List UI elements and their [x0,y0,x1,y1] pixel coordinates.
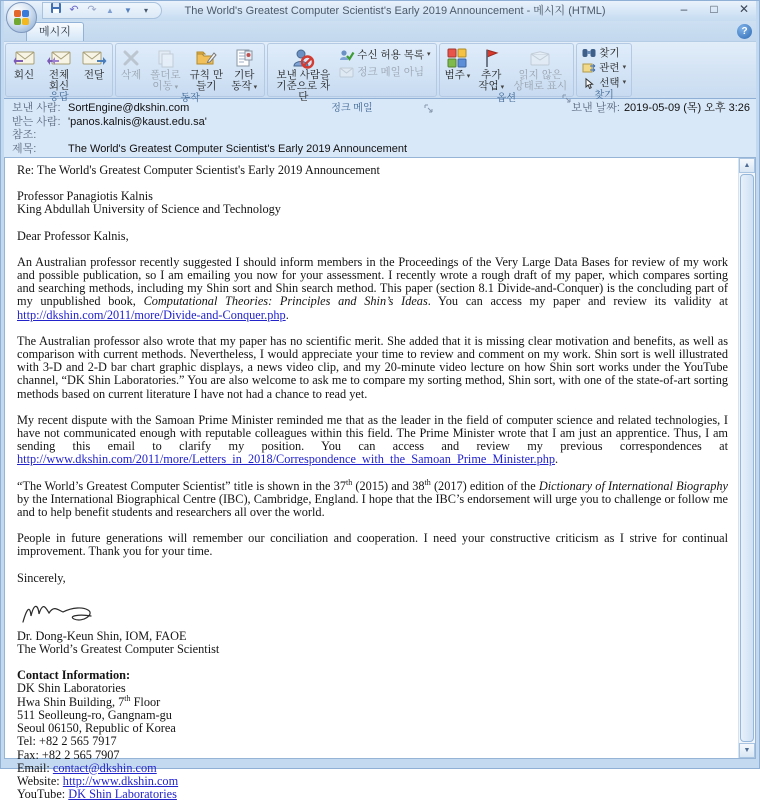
minimize-button[interactable]: – [680,2,688,16]
hyperlink[interactable]: contact@dkshin.com [52,760,157,775]
not-junk-button: 정크 메일 아님 [336,65,433,79]
reply-icon [11,46,37,70]
title-bar [4,1,756,21]
next-item-icon[interactable]: ▼ [124,6,132,15]
to-value: 'panos.kalnis@kaust.edu.sa' [68,115,207,128]
from-label: 보낸 사람: [12,102,61,114]
mark-unread-icon [530,46,550,70]
help-icon[interactable]: ? [737,24,752,39]
paragraph-2: The Australian professor also wrote that my paper has no scientific merit. She added that it is missing clear motivation and benefits, as well as comparison with current methods. Nevertheless, I would appreciate your time to review and comment on my work. Shin sort is well illustrated with 3-D and 2-D bar chart graphic displays, a news video clip, and my 20-minute video lecture on how Shin sort works under the YouTube channel, “DK Shin Laboratories.” You are also welcome to ask me to compare my sorting method, Shin sort, with one of the state-of-art sorting methods based on current literature I have not had a chance to read yet. [17,333,728,401]
undo-icon[interactable]: ↶ [69,4,79,16]
subject-label: 제목: [12,142,37,155]
sender-name: Dr. Dong-Keun Shin, IOM, FAOE The World’s Greatest Computer Scientist [17,628,220,657]
other-actions-icon [235,46,253,70]
move-to-folder-icon [155,46,175,70]
ribbon-group-respond [5,43,113,103]
from-value: SortEngine@dkshin.com [68,102,190,114]
closing: Sincerely, [17,570,66,585]
ribbon-group-actions [115,43,265,104]
ribbon-group-junk [267,43,436,114]
create-rule-button[interactable]: 규칙 만들기 [186,45,226,93]
office-button[interactable] [6,2,37,33]
close-button[interactable]: ✕ [738,2,750,16]
scroll-down-icon[interactable]: ▼ [739,743,755,758]
move-to-folder-button: 폴더로 이동 ▾ [144,45,186,93]
not-junk-icon [339,67,354,78]
paragraph-5: People in future generations will remember our conciliation and cooperation. I need your constructive criticism as I strive for continual improvement. Thank you for your time. [17,531,728,559]
categorize-icon [447,46,467,70]
related-button[interactable]: 관련 ▾ [579,61,629,75]
block-sender-icon [291,46,315,70]
mark-unread-button: 읽지 않은 상태로 표시 [509,45,571,93]
contact-information: Contact Information: DK Shin Laboratories Hwa Shin Building, 7th Floor 511 Seolleung-ro, Gangnam-gu Seoul 06150, Republic of Korea Tel: +82 2 565 7917 Fax: +82 2 565 7907 Email: contact@dkshin.com Website: http://www.dkshin.com YouTube: DK Shin Laboratories [17,668,179,801]
scrollbar-thumb[interactable] [740,174,754,742]
save-icon[interactable] [49,2,63,19]
dialog-launcher-icon[interactable] [561,94,571,104]
select-icon [582,78,596,89]
subject-value: The World's Greatest Computer Scientist's Early 2019 Announcement [68,142,408,155]
other-actions-button[interactable]: 기타 동작 ▾ [226,45,262,93]
salutation: Dear Professor Kalnis, [17,228,129,243]
categorize-button[interactable]: 범주 ▾ [442,45,474,93]
safe-lists-button[interactable]: 수신 허용 목록 ▾ [336,48,433,62]
hyperlink[interactable]: http://www.dkshin.com/2011/more/Letters_in_2018/Correspondence_with_the_Samoan_Prime_Minister.php [17,452,556,467]
forward-icon [81,46,107,70]
follow-up-flag-icon [482,46,500,70]
ribbon-group-find [576,43,632,101]
email-body [5,158,738,801]
subject-line: Re: The World's Greatest Computer Scientist's Early 2019 Announcement [17,163,380,177]
previous-item-icon[interactable]: ▲ [106,6,114,15]
ribbon-tab-row [4,21,756,42]
safe-lists-icon [339,49,354,62]
reply-button[interactable]: 회신 [8,45,40,92]
recipient-address: Professor Panagiotis Kalnis King Abdullah University of Science and Technology [17,189,281,217]
sent-date: 보낸 날짜: 2019-05-09 (목) 오후 3:26 [571,102,750,114]
delete-button: 삭제 [118,45,144,93]
group-label-find: 찾기 [594,90,614,101]
paragraph-3: My recent dispute with the Samoan Prime Minister reminded me that as the leader in the field of computer science and related technologies, I have not communicated enough with reputable colleagues within this field. The Prime Minister wrote that I am just an apprentice. Thus, I am sending this email to clarify my position. You can access and review my previous correspondences at http://www.dkshin.com/2011/more/Letters_in_2018/Correspondence_with_the_Samoan_Prime_Minister.php. [17,412,728,467]
message-body-area [4,157,756,801]
find-icon [582,48,596,58]
to-label: 받는 사람: [12,115,61,128]
reply-all-button[interactable]: 전체 회신 [40,45,78,92]
redo-icon[interactable]: ↷ [87,4,97,16]
cc-label: 참조: [12,129,37,141]
paragraph-4: “The World’s Greatest Computer Scientist” title is shown in the 37th (2015) and 38th (2017) edition of the Dictionary of International Biography by the International Biographical Centre (IBC), Cambridge, England. I hope that the IBC’s endorsement will urge you to challenge or follow me and to help benefit students and researchers all over the world. [17,477,729,520]
reply-all-icon [46,46,72,70]
hyperlink[interactable]: http://dkshin.com/2011/more/Divide-and-Conquer.php [17,307,286,322]
window-controls [676,2,752,16]
customize-toolbar-icon[interactable]: ▾ [143,6,148,15]
hyperlink[interactable]: http://www.dkshin.com [62,773,179,788]
forward-button[interactable]: 전달 [78,45,110,92]
hyperlink[interactable]: DK Shin Laboratories [68,787,177,801]
ribbon-group-options [439,43,575,104]
select-button[interactable]: 선택 ▾ [579,76,629,90]
office-logo-icon [14,10,29,25]
block-sender-button[interactable]: 보낸 사람을 기준으로 차단 [270,45,336,103]
group-label-options: 옵션 [496,93,517,104]
follow-up-button[interactable]: 추가 작업 ▾ [473,45,509,93]
window-title: The World's Greatest Computer Scientist's Early 2019 Announcement - 메시지 (HTML) [184,5,606,17]
signature-image [19,598,728,628]
dialog-launcher-icon[interactable] [424,104,434,114]
related-icon [582,63,596,73]
create-rule-icon [195,46,217,70]
group-label-respond: 응답 [49,92,69,103]
scroll-up-icon[interactable]: ▲ [739,158,755,173]
find-button[interactable]: 찾기 [579,46,629,60]
cc-value [68,129,750,143]
group-label-junk: 정크 메일 [331,103,373,114]
group-label-actions: 동작 [180,93,200,104]
tab-message[interactable]: 메시지 [26,22,84,41]
paragraph-1: An Australian professor recently suggested I should inform members in the Proceedings of the Very Large Data Bases for review of my work and possible publication, so I am emailing you now for your assessment. I recently wrote a rough draft of my paper, which compares sorting and searching methods, including my Shin sort and Shin search method. This paper (section 8.1 Divide-and-Conquer) is the concluding part of my unpublished book, Computational Theories: Principles and Shin’s Ideas. You can access my paper and review its validity at http://dkshin.com/2011/more/Divide-and-Conquer.php. [17,254,728,322]
maximize-button[interactable]: □ [710,2,718,16]
delete-icon [122,46,140,70]
vertical-scrollbar[interactable] [738,158,755,758]
